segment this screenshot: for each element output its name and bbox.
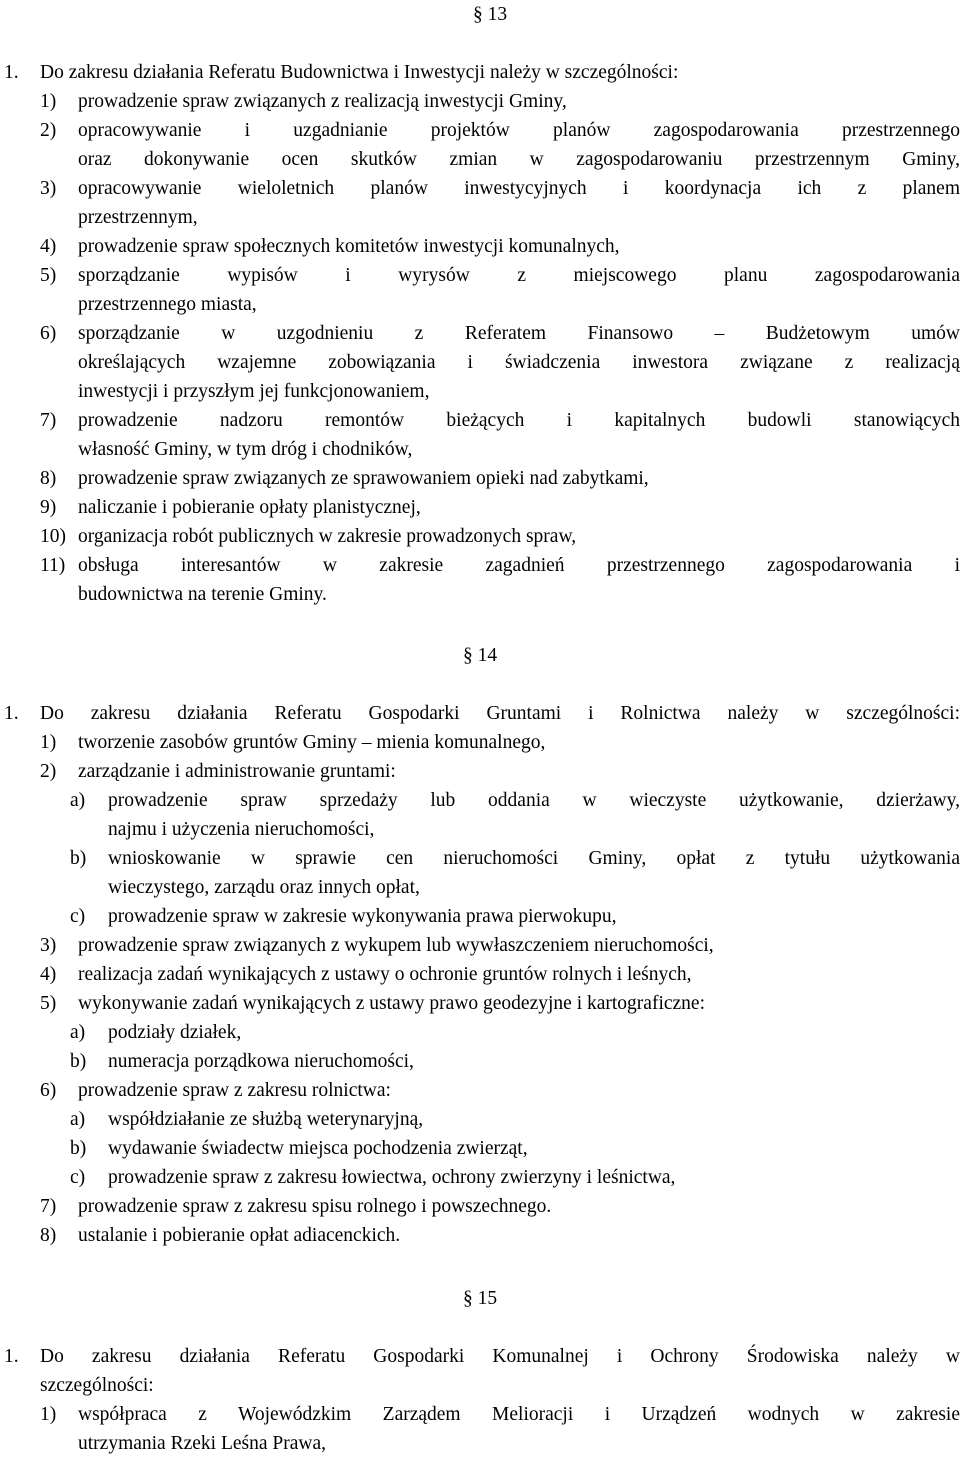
- item-text: prowadzenie spraw z zakresu spisu rolnego i powszechnego.: [78, 1196, 552, 1217]
- item-text: tworzenie zasobów gruntów Gminy – mienia komunalnego,: [78, 732, 546, 753]
- item-number: 4): [40, 236, 57, 257]
- item-number: b): [70, 1051, 87, 1072]
- list-item-continuation: [0, 377, 960, 406]
- list-item: [0, 232, 960, 261]
- list-item: [0, 844, 960, 873]
- item-text: Do zakresu działania Referatu Gospodarki Komunalnej i Ochrony Środowiska należy w: [40, 1346, 960, 1367]
- item-number: b): [70, 1138, 87, 1159]
- item-number: 7): [40, 1196, 57, 1217]
- list-item: [0, 1192, 960, 1221]
- item-number: 7): [40, 410, 57, 431]
- list-item: [0, 493, 960, 522]
- item-text: obsługa interesantów w zakresie zagadnień przestrzennego zagospodarowania i: [78, 555, 960, 576]
- item-text: wykonywanie zadań wynikających z ustawy prawo geodezyjne i kartograficzne:: [78, 993, 705, 1014]
- item-number: 6): [40, 323, 57, 344]
- item-text: realizacja zadań wynikających z ustawy o ochronie gruntów rolnych i leśnych,: [78, 964, 692, 985]
- item-text: organizacja robót publicznych w zakresie prowadzonych spraw,: [78, 526, 577, 547]
- item-number: 6): [40, 1080, 57, 1101]
- item-text: prowadzenie spraw z zakresu rolnictwa:: [78, 1080, 391, 1101]
- list-item: [0, 1400, 960, 1429]
- item-text: zarządzanie i administrowanie gruntami:: [78, 761, 396, 782]
- item-number: 5): [40, 993, 57, 1014]
- list-item: [0, 1047, 960, 1076]
- item-text: wnioskowanie w sprawie cen nieruchomości Gminy, opłat z tytułu użytkowania: [108, 848, 960, 869]
- item-text: sporządzanie wypisów i wyrysów z miejscowego planu zagospodarowania: [78, 265, 960, 286]
- section-title: § 13: [472, 4, 508, 25]
- section-13: [0, 0, 960, 609]
- item-text: prowadzenie spraw związanych ze sprawowaniem opieki nad zabytkami,: [78, 468, 649, 489]
- item-number: 1): [40, 91, 57, 112]
- item-text: budownictwa na terenie Gminy.: [78, 584, 327, 605]
- item-text: utrzymania Rzeki Leśna Prawa,: [78, 1433, 326, 1454]
- list-item-continuation: [0, 1371, 960, 1400]
- list-item: [0, 1342, 960, 1371]
- section-15: [0, 1284, 960, 1458]
- item-text: przestrzennym,: [78, 207, 198, 228]
- item-number: c): [70, 1167, 86, 1188]
- item-number: 4): [40, 964, 57, 985]
- list-item: [0, 960, 960, 989]
- list-item-continuation: [0, 873, 960, 902]
- list-item: [0, 551, 960, 580]
- list-item: [0, 757, 960, 786]
- item-text: prowadzenie spraw związanych z realizacją inwestycji Gminy,: [78, 91, 567, 112]
- list-item: [0, 1018, 960, 1047]
- item-number: 3): [40, 178, 57, 199]
- item-number: c): [70, 906, 86, 927]
- item-number: a): [70, 1109, 86, 1130]
- list-item: [0, 1076, 960, 1105]
- list-item: [0, 786, 960, 815]
- item-text: oraz dokonywanie ocen skutków zmian w zagospodarowaniu przestrzennym Gminy,: [78, 149, 960, 170]
- item-text: podziały działek,: [108, 1022, 242, 1043]
- item-text: prowadzenie spraw społecznych komitetów inwestycji komunalnych,: [78, 236, 620, 257]
- list-item: [0, 728, 960, 757]
- section-lines: [0, 1342, 960, 1458]
- item-text: ustalanie i pobieranie opłat adiacenckich.: [78, 1225, 401, 1246]
- list-item-continuation: [0, 290, 960, 319]
- list-item: [0, 902, 960, 931]
- list-item: [0, 58, 960, 87]
- list-item: [0, 464, 960, 493]
- list-item: [0, 522, 960, 551]
- item-text: naliczanie i pobieranie opłaty planistycznej,: [78, 497, 421, 518]
- list-item: [0, 989, 960, 1018]
- item-text: numeracja porządkowa nieruchomości,: [108, 1051, 414, 1072]
- item-number: 1): [40, 1404, 57, 1425]
- item-number: 8): [40, 468, 57, 489]
- item-text: współdziałanie ze służbą weterynaryjną,: [108, 1109, 424, 1130]
- item-number: 10): [40, 526, 66, 547]
- list-item: [0, 1134, 960, 1163]
- item-text: opracowywanie wieloletnich planów inwestycyjnych i koordynacja ich z planem: [78, 178, 960, 199]
- item-number: 1.: [4, 1346, 19, 1367]
- list-item-continuation: [0, 1429, 960, 1458]
- item-number: 1): [40, 732, 57, 753]
- item-text: prowadzenie spraw związanych z wykupem lub wywłaszczeniem nieruchomości,: [78, 935, 714, 956]
- item-text: własność Gminy, w tym dróg i chodników,: [78, 439, 413, 460]
- item-number: 2): [40, 120, 57, 141]
- list-item-continuation: [0, 348, 960, 377]
- section-lines: [0, 699, 960, 1250]
- item-text: współpraca z Wojewódzkim Zarządem Melioracji i Urządzeń wodnych w zakresie: [78, 1404, 960, 1425]
- list-item-continuation: [0, 435, 960, 464]
- item-text: prowadzenie spraw sprzedaży lub oddania w wieczyste użytkowanie, dzierżawy,: [108, 790, 960, 811]
- item-text: opracowywanie i uzgadnianie projektów planów zagospodarowania przestrzennego: [78, 120, 960, 141]
- item-number: 11): [40, 555, 66, 576]
- item-number: b): [70, 848, 87, 869]
- item-text: sporządzanie w uzgodnieniu z Referatem Finansowo – Budżetowym umów: [78, 323, 960, 344]
- item-number: 1.: [4, 62, 19, 83]
- list-item: [0, 406, 960, 435]
- item-text: Do zakresu działania Referatu Budownictwa i Inwestycji należy w szczególności:: [40, 62, 679, 83]
- item-text: prowadzenie spraw w zakresie wykonywania prawa pierwokupu,: [108, 906, 617, 927]
- item-number: 8): [40, 1225, 57, 1246]
- item-text: prowadzenie nadzoru remontów bieżących i kapitalnych budowli stanowiących: [78, 410, 960, 431]
- list-item: [0, 1105, 960, 1134]
- section-title: § 15: [462, 1288, 498, 1309]
- item-text: określających wzajemne zobowiązania i świadczenia inwestora związane z realizacją: [78, 352, 960, 373]
- list-item: [0, 319, 960, 348]
- list-item: [0, 1221, 960, 1250]
- item-number: a): [70, 1022, 86, 1043]
- item-number: 9): [40, 497, 57, 518]
- item-text: szczególności:: [40, 1375, 154, 1396]
- list-item-continuation: [0, 815, 960, 844]
- item-text: wieczystego, zarządu oraz innych opłat,: [108, 877, 420, 898]
- list-item-continuation: [0, 580, 960, 609]
- list-item: [0, 174, 960, 203]
- list-item: [0, 116, 960, 145]
- item-number: 2): [40, 761, 57, 782]
- item-number: 1.: [4, 703, 19, 724]
- list-item-continuation: [0, 203, 960, 232]
- item-text: wydawanie świadectw miejsca pochodzenia zwierząt,: [108, 1138, 528, 1159]
- item-text: przestrzennego miasta,: [78, 294, 257, 315]
- item-text: Do zakresu działania Referatu Gospodarki Gruntami i Rolnictwa należy w szczególności:: [40, 703, 960, 724]
- item-text: prowadzenie spraw z zakresu łowiectwa, ochrony zwierzyny i leśnictwa,: [108, 1167, 676, 1188]
- item-text: inwestycji i przyszłym jej funkcjonowaniem,: [78, 381, 430, 402]
- item-number: 5): [40, 265, 57, 286]
- section-lines: [0, 58, 960, 609]
- section-title: § 14: [462, 645, 498, 666]
- list-item-continuation: [0, 145, 960, 174]
- list-item: [0, 87, 960, 116]
- item-text: najmu i użyczenia nieruchomości,: [108, 819, 375, 840]
- list-item: [0, 931, 960, 960]
- item-number: 3): [40, 935, 57, 956]
- section-14: [0, 641, 960, 1250]
- list-item: [0, 261, 960, 290]
- list-item: [0, 1163, 960, 1192]
- list-item: [0, 699, 960, 728]
- item-number: a): [70, 790, 86, 811]
